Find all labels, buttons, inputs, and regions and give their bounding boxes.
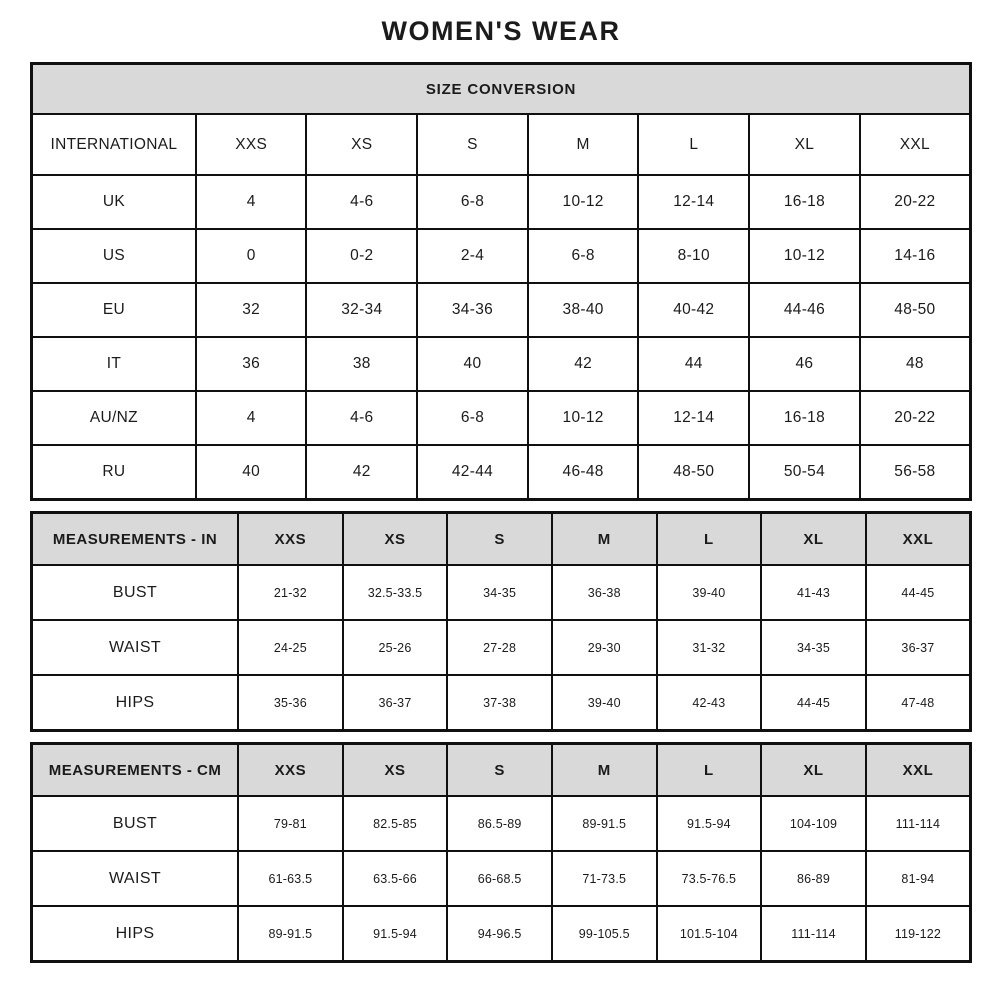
row-label-cell: WAIST bbox=[32, 620, 239, 675]
value-cell: 101.5-104 bbox=[657, 906, 762, 962]
value-cell: 111-114 bbox=[866, 796, 971, 851]
value-cell: 4-6 bbox=[306, 391, 417, 445]
size-header-cell: XXL bbox=[866, 744, 971, 797]
value-cell: 104-109 bbox=[761, 796, 866, 851]
row-label-cell: IT bbox=[32, 337, 196, 391]
value-cell: 36-37 bbox=[866, 620, 971, 675]
value-cell: 24-25 bbox=[238, 620, 343, 675]
measurements-cm-table bbox=[30, 742, 972, 963]
value-cell: 71-73.5 bbox=[552, 851, 657, 906]
size-header-cell: XS bbox=[306, 114, 417, 175]
value-cell: 94-96.5 bbox=[447, 906, 552, 962]
size-header-cell: XS bbox=[343, 513, 448, 566]
table-title-cell: SIZE CONVERSION bbox=[32, 64, 971, 115]
value-cell: 2-4 bbox=[417, 229, 528, 283]
table-row bbox=[32, 445, 971, 500]
value-cell: 29-30 bbox=[552, 620, 657, 675]
value-cell: 32 bbox=[196, 283, 307, 337]
row-label-cell: BUST bbox=[32, 796, 239, 851]
table-row bbox=[32, 620, 971, 675]
value-cell: 63.5-66 bbox=[343, 851, 448, 906]
table-row bbox=[32, 175, 971, 229]
value-cell: 42-43 bbox=[657, 675, 762, 731]
value-cell: 0 bbox=[196, 229, 307, 283]
row-label-cell: HIPS bbox=[32, 906, 239, 962]
value-cell: 10-12 bbox=[528, 175, 639, 229]
value-cell: 35-36 bbox=[238, 675, 343, 731]
value-cell: 91.5-94 bbox=[657, 796, 762, 851]
value-cell: 79-81 bbox=[238, 796, 343, 851]
size-header-cell: M bbox=[552, 513, 657, 566]
size-header-cell: S bbox=[417, 114, 528, 175]
value-cell: 6-8 bbox=[417, 391, 528, 445]
value-cell: 73.5-76.5 bbox=[657, 851, 762, 906]
value-cell: 4 bbox=[196, 391, 307, 445]
size-header-cell: XXL bbox=[860, 114, 971, 175]
value-cell: 111-114 bbox=[761, 906, 866, 962]
table-row bbox=[32, 906, 971, 962]
value-cell: 47-48 bbox=[866, 675, 971, 731]
size-header-cell: XL bbox=[749, 114, 860, 175]
value-cell: 42 bbox=[528, 337, 639, 391]
size-header-cell: M bbox=[528, 114, 639, 175]
value-cell: 10-12 bbox=[749, 229, 860, 283]
value-cell: 46 bbox=[749, 337, 860, 391]
size-header-cell: L bbox=[657, 513, 762, 566]
value-cell: 61-63.5 bbox=[238, 851, 343, 906]
value-cell: 6-8 bbox=[528, 229, 639, 283]
value-cell: 36 bbox=[196, 337, 307, 391]
size-header-cell: XL bbox=[761, 744, 866, 797]
value-cell: 48-50 bbox=[638, 445, 749, 500]
value-cell: 20-22 bbox=[860, 175, 971, 229]
value-cell: 25-26 bbox=[343, 620, 448, 675]
row-label-cell: WAIST bbox=[32, 851, 239, 906]
value-cell: 119-122 bbox=[866, 906, 971, 962]
table-title-cell: MEASUREMENTS - IN bbox=[32, 513, 239, 566]
value-cell: 32-34 bbox=[306, 283, 417, 337]
value-cell: 40 bbox=[417, 337, 528, 391]
measurements-in-table bbox=[30, 511, 972, 732]
value-cell: 99-105.5 bbox=[552, 906, 657, 962]
size-header-cell: M bbox=[552, 744, 657, 797]
size-header-cell: XXL bbox=[866, 513, 971, 566]
value-cell: 40-42 bbox=[638, 283, 749, 337]
value-cell: 16-18 bbox=[749, 175, 860, 229]
value-cell: 31-32 bbox=[657, 620, 762, 675]
value-cell: 44 bbox=[638, 337, 749, 391]
size-header-cell: XL bbox=[761, 513, 866, 566]
page-title: WOMEN'S WEAR bbox=[381, 16, 621, 46]
value-cell: 89-91.5 bbox=[552, 796, 657, 851]
size-conversion-table bbox=[30, 62, 972, 501]
value-cell: 4 bbox=[196, 175, 307, 229]
size-header-cell: XXS bbox=[238, 744, 343, 797]
value-cell: 14-16 bbox=[860, 229, 971, 283]
value-cell: 44-45 bbox=[761, 675, 866, 731]
value-cell: 39-40 bbox=[552, 675, 657, 731]
table-row bbox=[32, 229, 971, 283]
table-row bbox=[32, 675, 971, 731]
value-cell: 46-48 bbox=[528, 445, 639, 500]
value-cell: 86.5-89 bbox=[447, 796, 552, 851]
size-header-cell: XS bbox=[343, 744, 448, 797]
value-cell: 12-14 bbox=[638, 391, 749, 445]
value-cell: 38-40 bbox=[528, 283, 639, 337]
value-cell: 39-40 bbox=[657, 565, 762, 620]
value-cell: 86-89 bbox=[761, 851, 866, 906]
size-header-cell: S bbox=[447, 513, 552, 566]
value-cell: 34-36 bbox=[417, 283, 528, 337]
value-cell: 89-91.5 bbox=[238, 906, 343, 962]
value-cell: 20-22 bbox=[860, 391, 971, 445]
size-header-cell: L bbox=[657, 744, 762, 797]
size-header-cell: L bbox=[638, 114, 749, 175]
value-cell: 0-2 bbox=[306, 229, 417, 283]
table-row bbox=[32, 283, 971, 337]
table-row bbox=[32, 851, 971, 906]
value-cell: 34-35 bbox=[761, 620, 866, 675]
value-cell: 82.5-85 bbox=[343, 796, 448, 851]
value-cell: 37-38 bbox=[447, 675, 552, 731]
value-cell: 40 bbox=[196, 445, 307, 500]
value-cell: 27-28 bbox=[447, 620, 552, 675]
value-cell: 10-12 bbox=[528, 391, 639, 445]
size-header-cell: XXS bbox=[238, 513, 343, 566]
value-cell: 50-54 bbox=[749, 445, 860, 500]
value-cell: 32.5-33.5 bbox=[343, 565, 448, 620]
value-cell: 8-10 bbox=[638, 229, 749, 283]
value-cell: 36-38 bbox=[552, 565, 657, 620]
value-cell: 36-37 bbox=[343, 675, 448, 731]
value-cell: 91.5-94 bbox=[343, 906, 448, 962]
value-cell: 48-50 bbox=[860, 283, 971, 337]
value-cell: 41-43 bbox=[761, 565, 866, 620]
value-cell: 42 bbox=[306, 445, 417, 500]
value-cell: 44-45 bbox=[866, 565, 971, 620]
table-row bbox=[32, 565, 971, 620]
row-label-cell: AU/NZ bbox=[32, 391, 196, 445]
value-cell: 42-44 bbox=[417, 445, 528, 500]
value-cell: 6-8 bbox=[417, 175, 528, 229]
table-title-cell: MEASUREMENTS - CM bbox=[32, 744, 239, 797]
table-row bbox=[32, 337, 971, 391]
table-row bbox=[32, 796, 971, 851]
value-cell: 44-46 bbox=[749, 283, 860, 337]
row-label-cell: US bbox=[32, 229, 196, 283]
table-row bbox=[32, 391, 971, 445]
value-cell: 16-18 bbox=[749, 391, 860, 445]
row-label-cell: RU bbox=[32, 445, 196, 500]
value-cell: 81-94 bbox=[866, 851, 971, 906]
value-cell: 21-32 bbox=[238, 565, 343, 620]
header-label-cell: INTERNATIONAL bbox=[32, 114, 196, 175]
value-cell: 12-14 bbox=[638, 175, 749, 229]
value-cell: 66-68.5 bbox=[447, 851, 552, 906]
value-cell: 48 bbox=[860, 337, 971, 391]
size-header-cell: S bbox=[447, 744, 552, 797]
value-cell: 38 bbox=[306, 337, 417, 391]
value-cell: 34-35 bbox=[447, 565, 552, 620]
row-label-cell: UK bbox=[32, 175, 196, 229]
row-label-cell: BUST bbox=[32, 565, 239, 620]
value-cell: 56-58 bbox=[860, 445, 971, 500]
row-label-cell: EU bbox=[32, 283, 196, 337]
row-label-cell: HIPS bbox=[32, 675, 239, 731]
value-cell: 4-6 bbox=[306, 175, 417, 229]
size-header-cell: XXS bbox=[196, 114, 307, 175]
